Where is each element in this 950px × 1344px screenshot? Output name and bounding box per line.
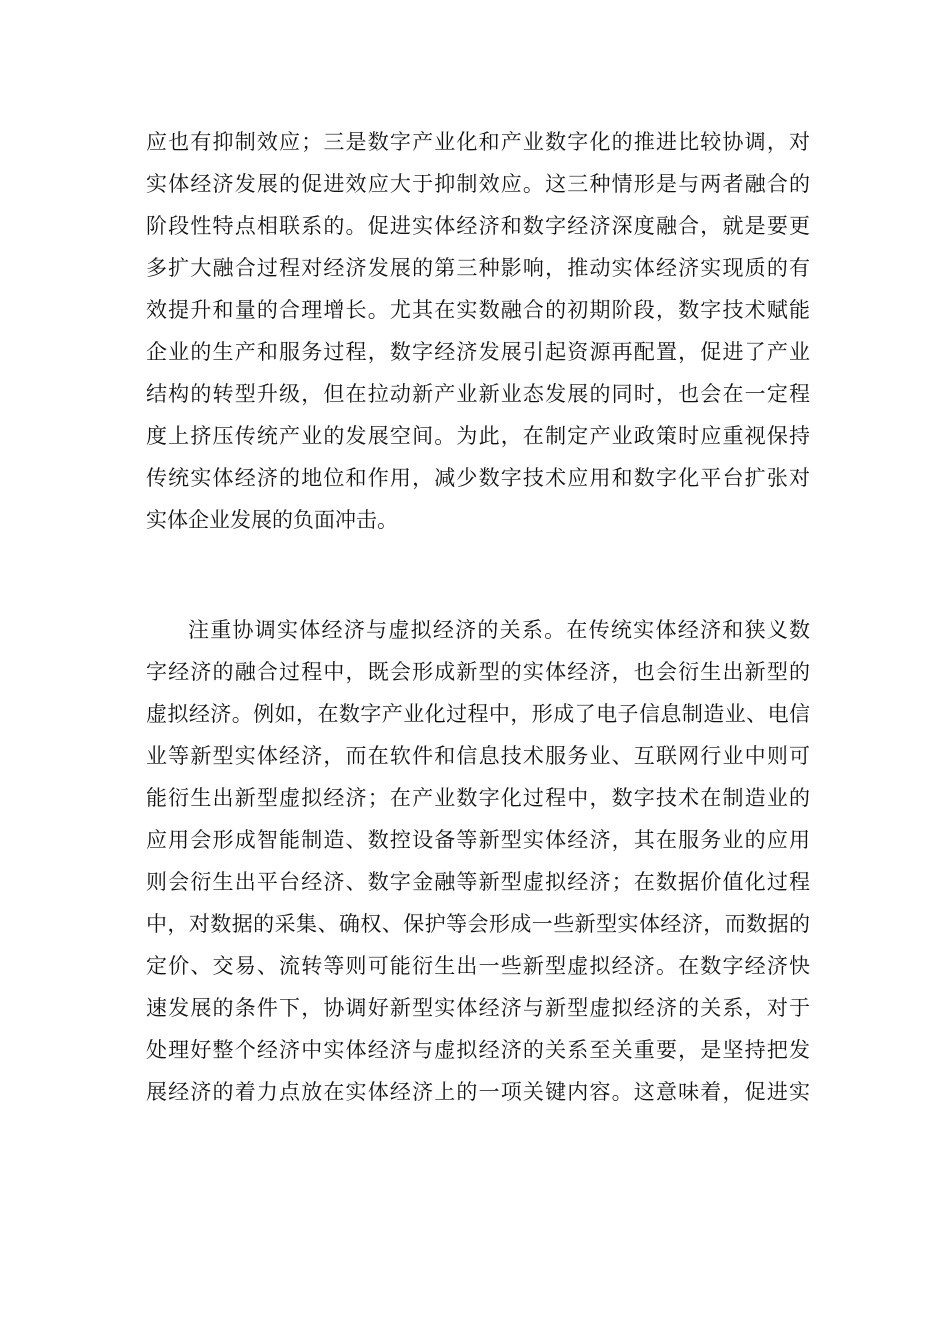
paragraph-line: 展经济的着力点放在实体经济上的一项关键内容。这意味着，促进实 [146,1080,810,1104]
paragraph-line: 实体经济发展的促进效应大于抑制效应。这三种情形是与两者融合的 [146,172,810,196]
paragraph-line: 结构的转型升级，但在拉动新产业新业态发展的同时，也会在一定程 [146,382,810,406]
paragraph-line: 业等新型实体经济，而在软件和信息技术服务业、互联网行业中则可 [146,744,810,768]
paragraph-1 [146,121,810,541]
paragraph-line: 定价、交易、流转等则可能衍生出一些新型虚拟经济。在数字经济快 [146,954,810,978]
paragraph-line: 企业的生产和服务过程，数字经济发展引起资源再配置，促进了产业 [146,340,810,364]
paragraph-line: 速发展的条件下，协调好新型实体经济与新型虚拟经济的关系，对于 [146,996,810,1020]
paragraph-line: 应用会形成智能制造、数控设备等新型实体经济，其在服务业的应用 [146,828,810,852]
paragraph-line: 字经济的融合过程中，既会形成新型的实体经济，也会衍生出新型的 [146,660,810,684]
paragraph-line: 度上挤压传统产业的发展空间。为此，在制定产业政策时应重视保持 [146,424,810,448]
paragraph-line: 多扩大融合过程对经济发展的第三种影响，推动实体经济实现质的有 [146,256,810,280]
paragraph-line: 效提升和量的合理增长。尤其在实数融合的初期阶段，数字技术赋能 [146,298,810,322]
paragraph-line: 则会衍生出平台经济、数字金融等新型虚拟经济；在数据价值化过程 [146,870,810,894]
paragraph-line: 注重协调实体经济与虚拟经济的关系。在传统实体经济和狭义数 [188,618,810,642]
paragraph-line: 处理好整个经济中实体经济与虚拟经济的关系至关重要，是坚持把发 [146,1038,810,1062]
paragraph-line: 实体企业发展的负面冲击。 [146,508,398,532]
paragraph-line: 能衍生出新型虚拟经济；在产业数字化过程中，数字技术在制造业的 [146,786,810,810]
paragraph-line: 中，对数据的采集、确权、保护等会形成一些新型实体经济，而数据的 [146,912,810,936]
paragraph-2 [146,609,810,1113]
paragraph-line: 传统实体经济的地位和作用，减少数字技术应用和数字化平台扩张对 [146,466,810,490]
paragraph-line: 虚拟经济。例如，在数字产业化过程中，形成了电子信息制造业、电信 [146,702,810,726]
paragraph-line: 阶段性特点相联系的。促进实体经济和数字经济深度融合，就是要更 [146,214,810,238]
paragraph-line: 应也有抑制效应；三是数字产业化和产业数字化的推进比较协调，对 [146,130,810,154]
